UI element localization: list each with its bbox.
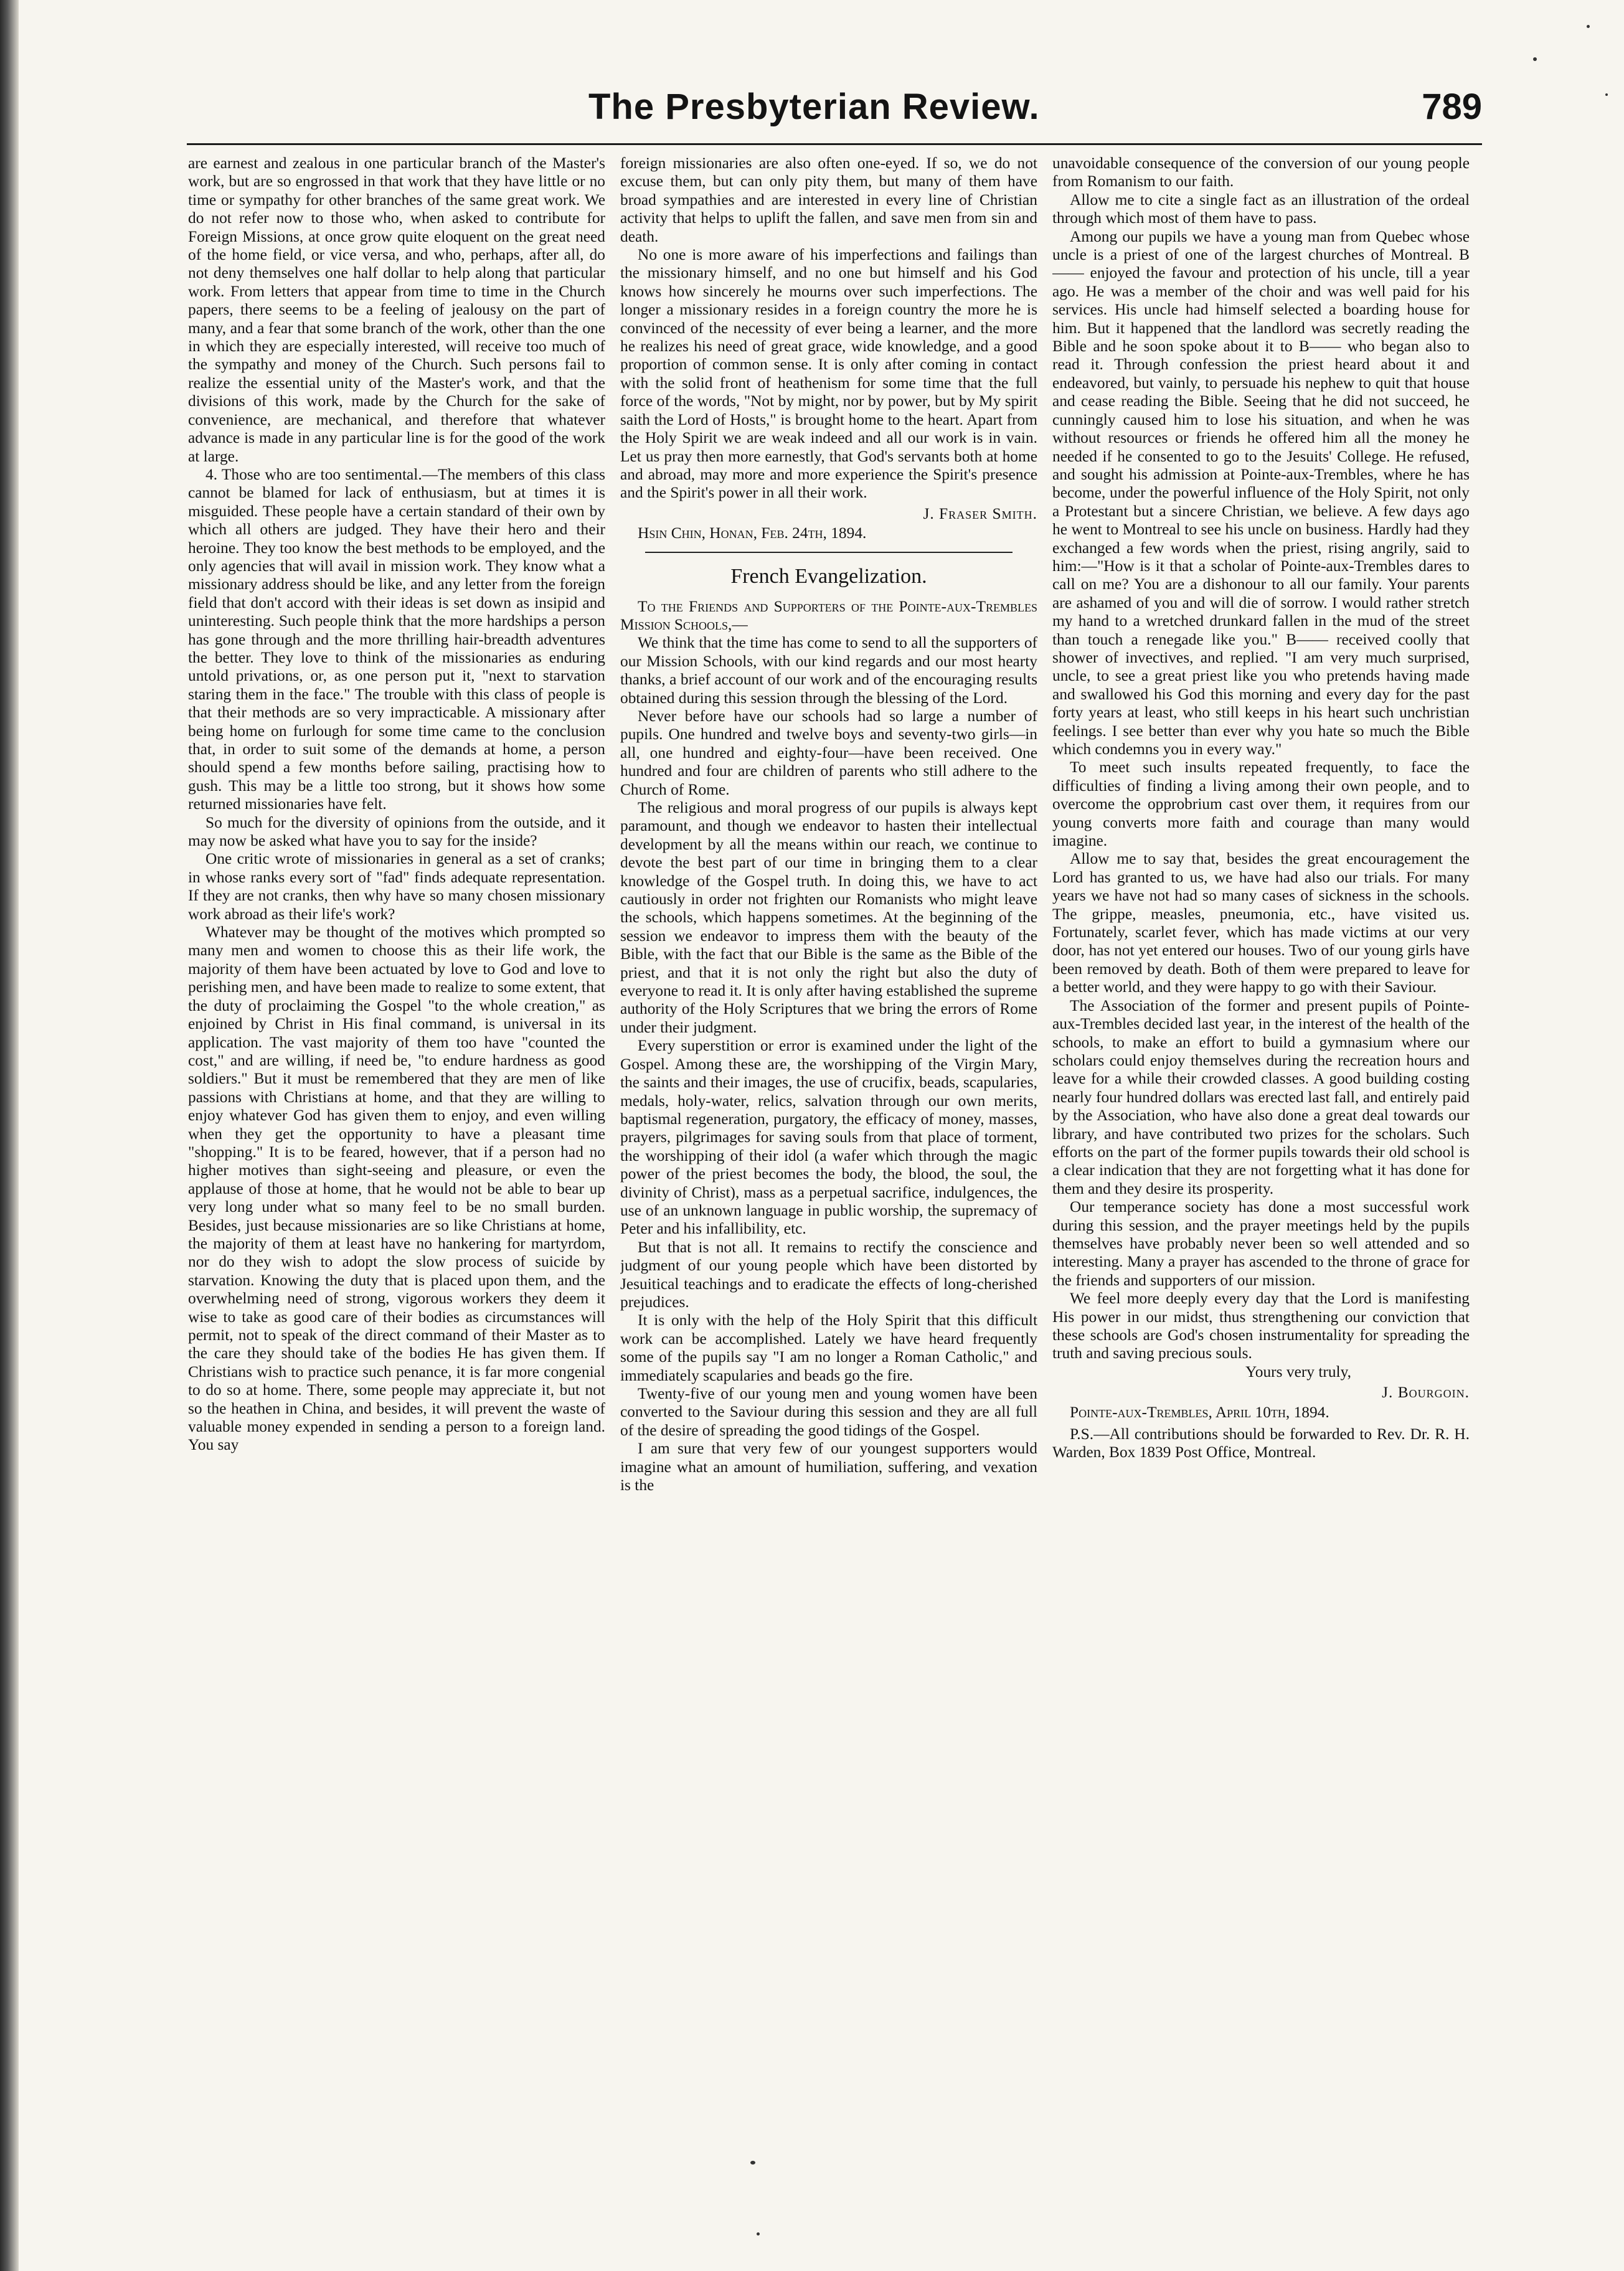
header-rule xyxy=(187,143,1482,145)
speck xyxy=(750,2161,755,2165)
running-head xyxy=(187,81,1482,149)
article-heading: French Evangelization. xyxy=(730,564,927,588)
salutation: To the Friends and Supporters of the Pointe-aux-Trembles Mission Schools,— xyxy=(620,597,1037,633)
speck xyxy=(757,2232,760,2236)
column-2 xyxy=(620,154,1037,2135)
paragraph: are earnest and zealous in one particular branch of the Master's work, but are so engrossed in that work that they have little or no time or sympathy for other branches of the same great work. We do not refer now to those who, when asked to contribute for Foreign Missions, at once grow quite eloquent on the great need of the home field, or vice versa, and who, perhaps, after all, do not deny themselves one half dollar to help along that particular work. From letters that appear from time to time in the Church papers, there seems to be a feeling of jealousy on the part of many, and a fear that some branch of the work, other than the one in which they are especially interested, will receive too much of the sympathy and money of the Church. Such persons fail to realize the essential unity of the Master's work, and that the divisions of this work, made by the Church for the sake of convenience, are mechanical, and therefore that whatever advance is made in any particular line is for the good of the work at large. xyxy=(188,154,605,465)
journal-title: The Presbyterian Review. xyxy=(588,87,1040,127)
paragraph: I am sure that very few of our youngest supporters would imagine what an amount of humiliation, suffering, and vexation is the xyxy=(620,1440,1037,1494)
paragraph: Every superstition or error is examined under the light of the Gospel. Among these are, the worshipping of the Virgin Mary, the saints and their images, the use of crucifix, beads, scapularies, medals, holy-water, relics, salvation through our own merits, baptismal regeneration, purgatory, the efficacy of money, masses, prayers, pilgrimages for saving souls from that place of torment, the worshipping of their idol (a wafer which through the magic power of the priest becomes the body, the blood, the soul, the divinity of Christ), mass as a perpetual sacrifice, indulgences, the use of an unknown language in public worship, the supremacy of Peter and his infallibility, etc. xyxy=(620,1037,1037,1238)
author-signature: J. Bourgoin. xyxy=(1382,1384,1470,1402)
author-signature: J. Fraser Smith. xyxy=(923,504,1037,522)
paragraph: foreign missionaries are also often one-eyed. If so, we do not excuse them, but can only pity them, but many of them have broad sympathies and are interested in every line of Christian activity that helps to uplift the fallen, and save men from sin and death. xyxy=(620,154,1037,245)
paragraph: Among our pupils we have a young man from Quebec whose uncle is a priest of one of the largest churches of Montreal. B—— enjoyed the favour and protection of his uncle, till a year ago. He was a member of the choir and was well paid for his services. His uncle had himself selected a boarding house for him. But it happened that the landlord was secretly reading the Bible and he soon spoke about it to B—— who began also to read it. Through confession the priest heard about it and endeavored, but vainly, to persuade his nephew to quit that house and cease reading the Bible. Seeing that he did not succeed, he cunningly caused him to lose his situation, and when he was without resources or friends he offered him all the money he needed if he consented to go to the Jesuits' College. He refused, and sought his admission at Pointe-aux-Trembles, where he has become, under the powerful influence of the Holy Spirit, not only a Protestant but a sincere Christian, we believe. A few days ago he went to Montreal to see his uncle on business. Hardly had they exchanged a few words when the priest, rising angrily, said to him:—"How is it that a scholar of Pointe-aux-Trembles dares to call on me? You are a dishonour to all our family. Your parents are ashamed of you and will die of sorrow. I would rather stretch my hand to a wretched drunkard fallen in the mud of the street than touch a renegade like you." B—— received coolly that shower of invectives, and replied. "I am very much surprised, uncle, to see a great priest like you who pretends having made and swallowed his God this morning and every day for the past forty years at least, who still keeps in his heart such unchristian feelings. I see better than ever why you hate so much the Bible which condemns you in every way." xyxy=(1052,227,1470,758)
paragraph: Allow me to cite a single fact as an illustration of the ordeal through which most of them have to pass. xyxy=(1052,191,1470,227)
postscript: P.S.—All contributions should be forwarded to Rev. Dr. R. H. Warden, Box 1839 Post Office, Montreal. xyxy=(1052,1425,1470,1461)
page-number: 789 xyxy=(1422,87,1482,127)
paragraph: So much for the diversity of opinions from the outside, and it may now be asked what have you to say for the inside? xyxy=(188,813,605,850)
paragraph: The religious and moral progress of our pupils is always kept paramount, and though we endeavor to hasten their intellectual development by all the means within our reach, we continue to devote the best part of our time in bringing them to a clear knowledge of the Gospel truth. In doing this, we have to act cautiously in order not frighten our Romanists who might leave the schools, which happens sometimes. At the beginning of the session we endeavor to impress them with the beauty of the Bible, with the fact that our Bible is the same as the Bible of the priest, and that it is not only the right but also the duty of everyone to read it. It is only after having established the supreme authority of the Holy Scriptures that we bring the errors of Rome under their judgment. xyxy=(620,799,1037,1036)
paragraph: Twenty-five of our young men and young women have been converted to the Saviour during this session and they are all full of the desire of spreading the good tidings of the Gospel. xyxy=(620,1385,1037,1439)
speck xyxy=(1533,57,1537,61)
dateline: Pointe-aux-Trembles, April 10th, 1894. xyxy=(1070,1403,1329,1421)
dateline: Hsin Chin, Honan, Feb. 24th, 1894. xyxy=(638,524,867,542)
speck xyxy=(1605,93,1608,96)
paragraph: It is only with the help of the Holy Spirit that this difficult work can be accomplished. Lately we have heard frequently some of the pupils say "I am no longer a Roman Catholic," and immediately scapularies and beads go the fire. xyxy=(620,1311,1037,1384)
letter-closing: Yours very truly, xyxy=(1245,1362,1351,1381)
paragraph: Our temperance society has done a most successful work during this session, and the prayer meetings held by the pupils themselves have probably never been so well attended and so interesting. Many a prayer has ascended to the throne of grace for the friends and supporters of our mission. xyxy=(1052,1198,1470,1289)
paragraph: The Association of the former and present pupils of Pointe-aux-Trembles decided last year, in the interest of the health of the schools, to make an effort to build a gymnasium where our scholars could enjoy themselves during the recreation hours and leave for a while their crowded classes. A good building costing nearly four hundred dollars was erected last fall, and entirely paid by the Association, who have also done a great deal towards our library, and have contributed two prizes for the scholars. Such efforts on the part of the former pupils towards their old school is a clear indication that they are not forgetting what it has done for them and they desire its prosperity. xyxy=(1052,996,1470,1197)
column-1 xyxy=(188,154,605,2135)
binding-edge xyxy=(0,0,19,2271)
paragraph: No one is more aware of his imperfections and failings than the missionary himself, and no one but himself and his God knows how sincerely he mourns over such imperfections. The longer a missionary resides in a foreign country the more he is convinced of the necessity of ever being a learner, and the more he realizes his need of great grace, wide knowledge, and a good proportion of common sense. It is only after coming in contact with the solid front of heathenism for some time that the full force of the words, "Not by might, nor by power, but by My spirit saith the Lord of Hosts," is brought home to the heart. Apart from the Holy Spirit we are weak indeed and all our work is in vain. Let us pray then more earnestly, that God's servants both at home and abroad, may more and more experience the Spirit's presence and the Spirit's power in all their work. xyxy=(620,246,1037,502)
paragraph: We feel more deeply every day that the Lord is manifesting His power in our midst, thus strengthening our conviction that these schools are God's chosen instrumentality for spreading the truth and saving precious souls. xyxy=(1052,1290,1470,1362)
paragraph: But that is not all. It remains to rectify the conscience and judgment of our young people which have been distorted by Jesuitical teachings and to eradicate the effects of long-cherished prejudices. xyxy=(620,1238,1037,1311)
paragraph: Allow me to say that, besides the great encouragement the Lord has granted to us, we have had also our trials. For many years we have not had so many cases of sickness in the schools. The grippe, measles, pneumonia, etc., have visited us. Fortunately, scarlet fever, which has made victims at our very door, has not yet entered our houses. Two of our young girls have been removed by death. Both of them were prepared to leave for a better world, and they were happy to go with their Saviour. xyxy=(1052,850,1470,996)
section-divider xyxy=(645,552,1013,553)
paragraph: To meet such insults repeated frequently, to face the difficulties of finding a living among their own people, and to overcome the opprobrium cast over them, it requires from our young converts more faith and courage than many would imagine. xyxy=(1052,758,1470,850)
paragraph: We think that the time has come to send to all the supporters of our Mission Schools, with our kind regards and our most hearty thanks, a brief account of our work and of the encouraging results obtained during this session through the blessing of the Lord. xyxy=(620,634,1037,707)
paragraph: unavoidable consequence of the conversion of our young people from Romanism to our faith. xyxy=(1052,154,1470,191)
column-3 xyxy=(1052,154,1470,2135)
speck xyxy=(1587,25,1590,28)
paragraph: One critic wrote of missionaries in general as a set of cranks; in whose ranks every sort of "fad" finds adequate representation. If they are not cranks, then why have so many chosen missionary work abroad as their life's work? xyxy=(188,850,605,923)
paragraph: 4. Those who are too sentimental.—The members of this class cannot be blamed for lack of enthusiasm, but at times it is misguided. These people have a certain standard of their own by which all others are judged. They have their hero and their heroine. They too know the best methods to be employed, and the only agencies that will avail in mission work. They know what a missionary address should be like, and any letter from the foreign field that don't accord with their ideas is set down as insipid and uninteresting. Such people think that the more hardships a person has gone through and the more thrilling hair-breadth adventures the better. They love to think of the missionaries as enduring untold privations, or, as one person put it, "next to starvation staring them in the face." The trouble with this class of people is that their methods are so very impracticable. A missionary after being home on furlough for some time came to the conclusion that, in order to suit some of the demands at home, a person should spend a few months before sailing, practising how to gush. This may be a little too strong, but it shows how some returned missionaries have felt. xyxy=(188,465,605,813)
paragraph: Never before have our schools had so large a number of pupils. One hundred and twelve boys and seventy-two girls—in all, one hundred and eighty-four—have been received. One hundred and four are children of parents who still adhere to the Church of Rome. xyxy=(620,707,1037,798)
paragraph: Whatever may be thought of the motives which prompted so many men and women to choose this as their life work, the majority of them have been actuated by love to God and love to perishing men, and have been made to realize to some extent, that the duty of proclaiming the Gospel "to the whole creation," as enjoined by Christ in His final command, is universal in its application. The vast majority of them too have "counted the cost," and are willing, if need be, "to endure hardness as good soldiers." But it must be remembered that they are men of like passions with Christians at home, and that they are willing to enjoy whatever God has given them to enjoy, and even willing when they get the opportunity to have a pleasant time "shopping." It is to be feared, however, that if a person had no higher motives than sight-seeing and pleasure, or even the applause of those at home, that he would not be able to bear up very long under what so many feel to be no small burden. Besides, just because missionaries are so like Christians at home, the majority of them at least have no hankering for martyrdom, nor do they wish to adopt the slow process of suicide by starvation. Knowing the duty that is placed upon them, and the overwhelming need of strong, vigorous workers they deem it wise to take as good care of their bodies as circumstances will permit, not to speak of the direct command of their Master as to the care they should take of the bodies He has given them. If Christians wish to practice such penance, it is far more congenial to do so at home. There, some people may appreciate it, but not so the heathen in China, and besides, it will prevent the waste of valuable money expended in sending a person to a foreign land. You say xyxy=(188,923,605,1454)
